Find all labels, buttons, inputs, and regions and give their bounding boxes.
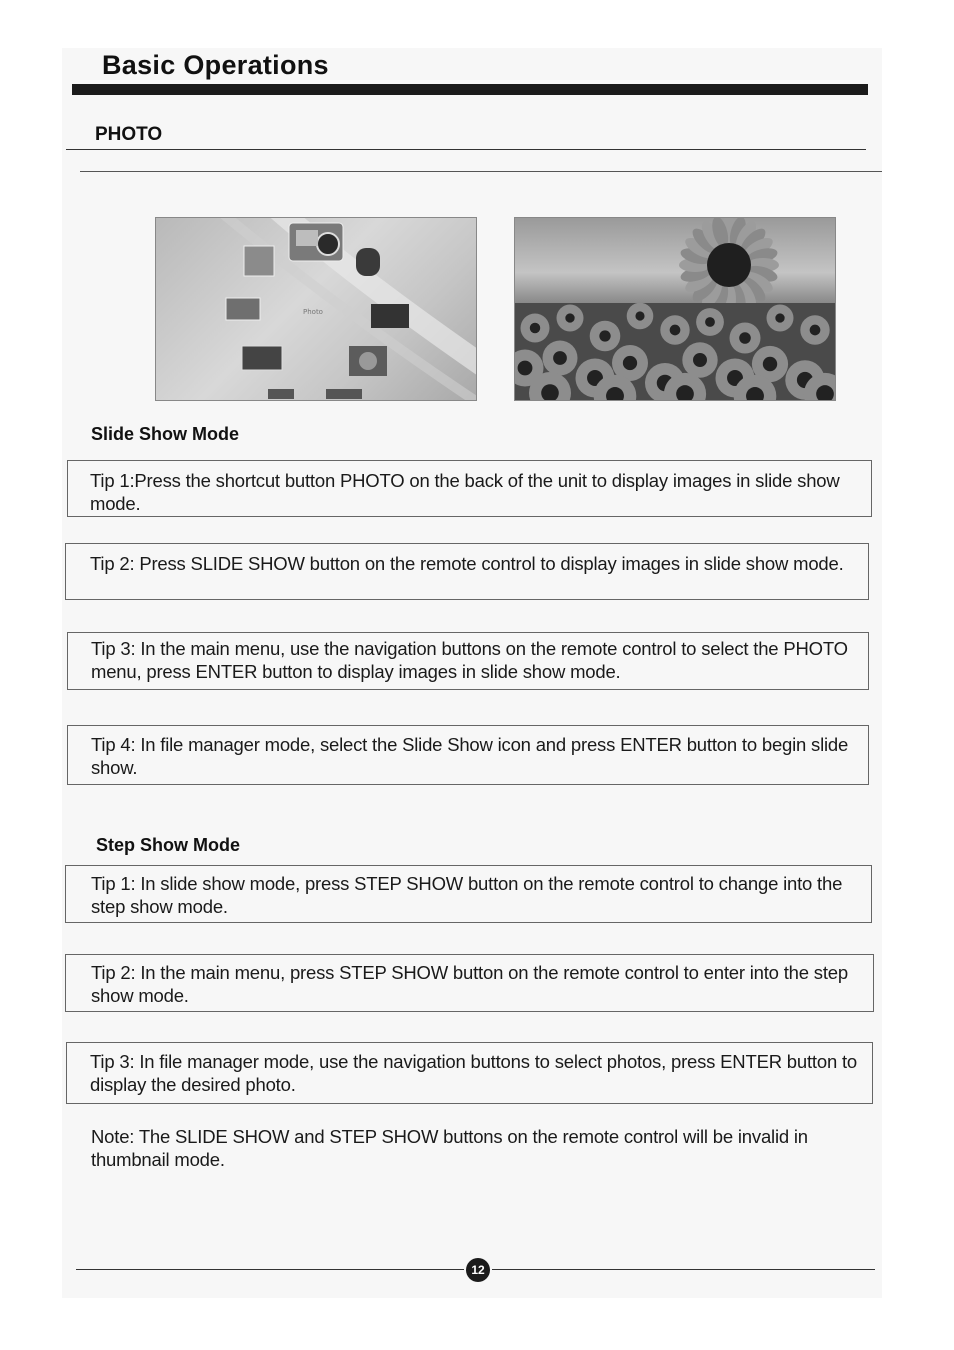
bottom-bar-icon-2	[326, 389, 362, 399]
sunflower-drawing	[515, 218, 835, 400]
bottom-bar-icon-1	[268, 389, 294, 399]
slide-tip-4: Tip 4: In file manager mode, select the Slide Show icon and press ENTER button to begin slide show.	[91, 734, 849, 778]
title-bar	[72, 84, 868, 95]
slide-tip-1-box	[67, 460, 872, 517]
step-show-heading: Step Show Mode	[96, 835, 240, 855]
sunflower-photo-image	[514, 217, 836, 401]
folder-icon	[244, 246, 274, 276]
slide-tip-4-box	[67, 725, 869, 785]
slide-tip-2: Tip 2: Press SLIDE SHOW button on the remote control to display images in slide show mode.	[90, 553, 844, 574]
slide-tip-2-box	[65, 543, 869, 600]
file-icon	[226, 298, 260, 320]
page-number: 12	[466, 1258, 490, 1282]
footer-line-right	[492, 1269, 875, 1270]
section-divider	[66, 149, 866, 150]
slide-tip-3: Tip 3: In the main menu, use the navigation buttons on the remote control to select the PHOTO menu, press ENTER button to display images in slide show mode.	[91, 638, 848, 682]
section-title: PHOTO	[95, 124, 163, 145]
slide-tip-3-box	[67, 632, 869, 690]
step-tip-3: Tip 3: In file manager mode, use the navigation buttons to select photos, press ENTER button to display the desired photo.	[90, 1051, 858, 1095]
note-text: Note: The SLIDE SHOW and STEP SHOW buttons on the remote control will be invalid in thumbnail mode.	[91, 1126, 808, 1170]
footer-line-left	[76, 1269, 464, 1270]
menu-caption: Photo	[303, 308, 323, 316]
step-tip-2: Tip 2: In the main menu, press STEP SHOW button on the remote control to enter into the step show mode.	[91, 962, 848, 1006]
step-tip-3-box	[66, 1042, 873, 1104]
slide-tip-1: Tip 1:Press the shortcut button PHOTO on the back of the unit to display images in slide show mode.	[90, 470, 840, 514]
menu-screenshot-image	[155, 217, 477, 401]
step-tip-1-box	[65, 865, 872, 923]
section-divider-lower	[80, 171, 882, 172]
tv-icon	[242, 346, 282, 370]
step-tip-1: Tip 1: In slide show mode, press STEP SHOW button on the remote control to change into the step show mode.	[91, 873, 843, 917]
music-icon	[356, 248, 380, 276]
menu-screenshot-drawing	[156, 218, 476, 400]
slide-show-heading: Slide Show Mode	[91, 424, 240, 444]
movie-icon	[371, 304, 409, 328]
page-title: Basic Operations	[102, 50, 329, 80]
step-tip-2-box	[65, 954, 874, 1012]
